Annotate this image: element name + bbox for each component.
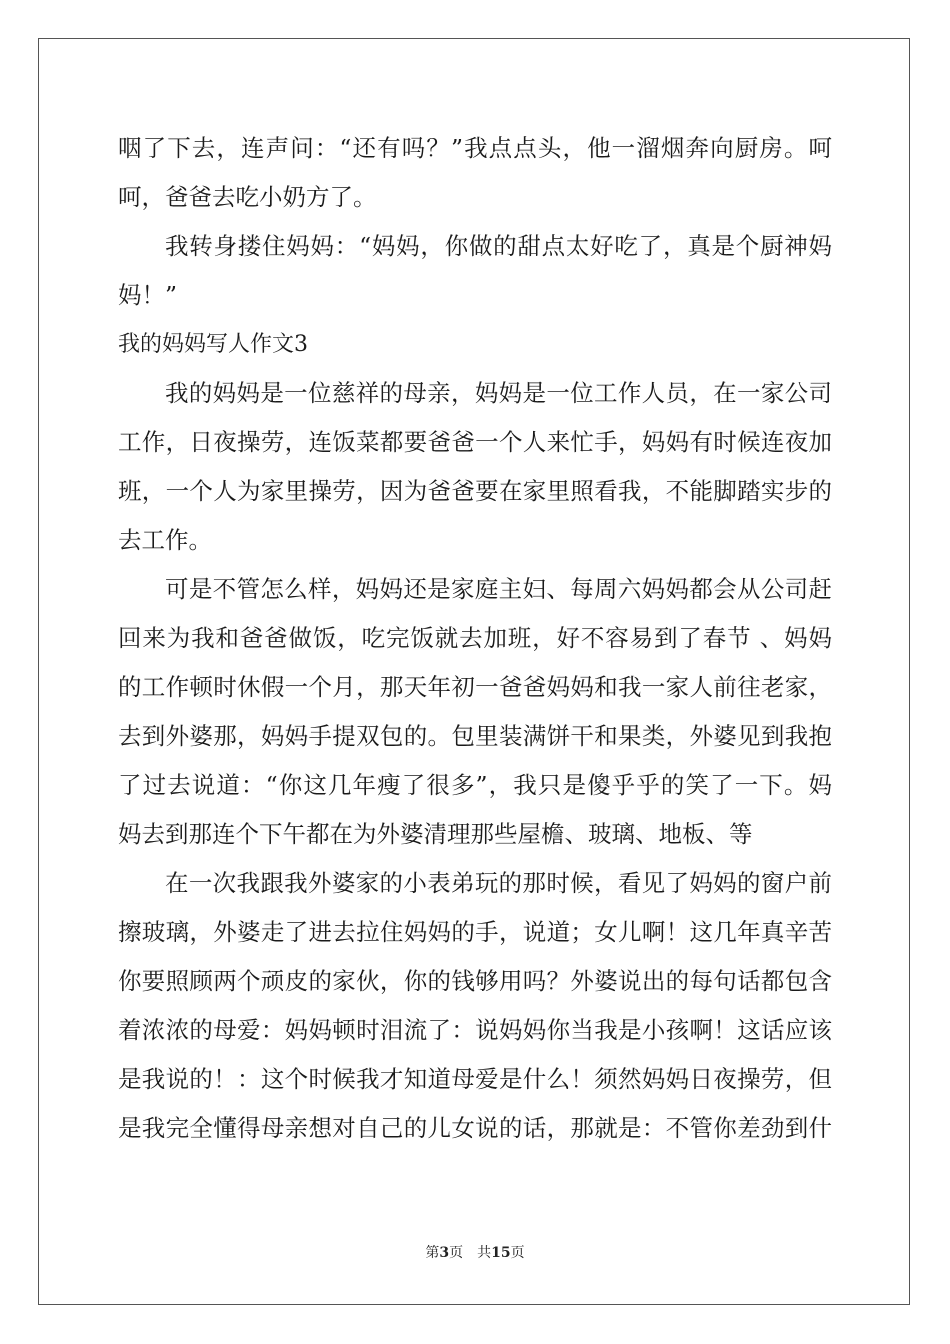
text-line: 我转身搂住妈妈：“妈妈，你做的甜点太好吃了，真是个厨神妈 bbox=[165, 232, 832, 260]
text-line: 着浓浓的母爱：妈妈顿时泪流了：说妈妈你当我是小孩啊！这话应该 bbox=[118, 1016, 832, 1044]
text-line: 去到外婆那，妈妈手提双包的。包里装满饼干和果类，外婆见到我抱 bbox=[118, 722, 832, 750]
text-line: 了过去说道：“你这几年瘦了很多”，我只是傻乎乎的笑了一下。妈 bbox=[118, 771, 832, 799]
text-line: 在一次我跟我外婆家的小表弟玩的那时候，看见了妈妈的窗户前 bbox=[165, 869, 832, 897]
document-body bbox=[118, 124, 832, 1153]
text-line: 工作，日夜操劳，连饭菜都要爸爸一个人来忙手，妈妈有时候连夜加 bbox=[118, 428, 832, 456]
text-line: 我的妈妈是一位慈祥的母亲，妈妈是一位工作人员，在一家公司 bbox=[165, 379, 832, 407]
page-number: 3 bbox=[439, 1245, 450, 1261]
text-line: 班，一个人为家里操劳，因为爸爸要在家里照看我，不能脚踏实步的 bbox=[118, 477, 832, 505]
page-suffix: 页 bbox=[449, 1245, 464, 1261]
page-prefix: 第 bbox=[425, 1245, 440, 1261]
section-heading: 我的妈妈写人作文3 bbox=[118, 332, 308, 357]
text-line: 是我说的！：这个时候我才知道母爱是什么！须然妈妈日夜操劳，但 bbox=[118, 1065, 832, 1093]
page-footer bbox=[0, 1242, 950, 1262]
text-line: 你要照顾两个顽皮的家伙，你的钱够用吗？外婆说出的每句话都包含 bbox=[118, 967, 832, 995]
text-line: 呵，爸爸去吃小奶方了。 bbox=[118, 183, 377, 211]
text-line: 可是不管怎么样，妈妈还是家庭主妇、每周六妈妈都会从公司赶 bbox=[165, 575, 832, 603]
text-line: 回来为我和爸爸做饭，吃完饭就去加班，好不容易到了春节 、妈妈 bbox=[118, 624, 832, 652]
text-line: 妈！” bbox=[118, 281, 178, 309]
text-line: 咽了下去，连声问：“还有吗？”我点点头，他一溜烟奔向厨房。呵 bbox=[118, 134, 832, 162]
total-prefix: 共 bbox=[477, 1245, 492, 1261]
text-line: 去工作。 bbox=[118, 526, 212, 554]
text-line: 妈去到那连个下午都在为外婆清理那些屋檐、玻璃、地板、等 bbox=[118, 820, 753, 848]
text-line: 的工作顿时休假一个月，那天年初一爸爸妈妈和我一家人前往老家， bbox=[118, 673, 832, 701]
text-line: 擦玻璃，外婆走了进去拉住妈妈的手，说道；女儿啊！这几年真辛苦 bbox=[118, 918, 832, 946]
text-line: 是我完全懂得母亲想对自己的儿女说的话，那就是：不管你差劲到什 bbox=[118, 1114, 832, 1142]
total-suffix: 页 bbox=[510, 1245, 525, 1261]
total-pages: 15 bbox=[491, 1245, 511, 1261]
